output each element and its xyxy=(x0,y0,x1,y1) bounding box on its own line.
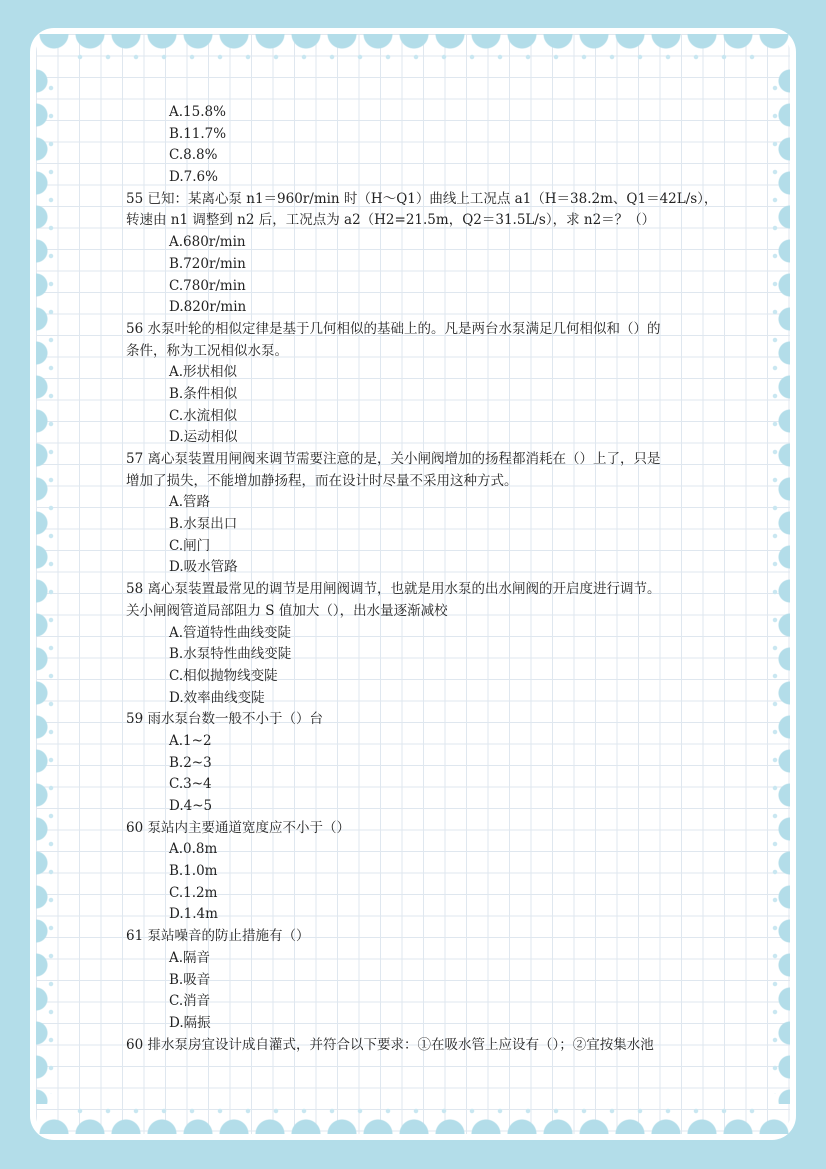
answer-option: A.形状相似 xyxy=(169,364,238,381)
answer-option: A.0.8m xyxy=(169,841,218,858)
answer-option: B.水泵出口 xyxy=(169,516,238,533)
answer-option: D.吸水管路 xyxy=(169,559,238,576)
answer-option: C.3~4 xyxy=(169,776,212,793)
question-line: 57 离心泵装置用闸阀来调节需要注意的是，关小闸阀增加的扬程都消耗在（）上了，只是 xyxy=(126,451,661,467)
answer-option: C.1.2m xyxy=(169,884,218,901)
question-line: 增加了损失，不能增加静扬程，而在设计时尽量不采用这种方式。 xyxy=(126,472,518,489)
answer-option: B.条件相似 xyxy=(169,385,238,402)
answer-option: D.7.6% xyxy=(169,169,218,186)
answer-option: A.隔音 xyxy=(169,949,211,966)
answer-option: D.4~5 xyxy=(169,798,213,814)
answer-option: A.管道特性曲线变陡 xyxy=(169,624,292,641)
answer-option: D.运动相似 xyxy=(169,429,238,446)
answer-option: B.2~3 xyxy=(169,754,212,771)
answer-option: A.管路 xyxy=(169,494,211,511)
question-line: 转速由 n1 调整到 n2 后，工况点为 a2（H2=21.5m，Q2＝31.5L/s），求 n2＝？（） xyxy=(126,212,656,229)
dot-border-top xyxy=(66,54,760,60)
answer-option: A.680r/min xyxy=(169,234,246,251)
dot-border-left xyxy=(48,74,54,1094)
dot-border-bottom xyxy=(66,1108,760,1114)
question-line: 59 雨水泵台数一般不小于（）台 xyxy=(126,711,323,728)
answer-option: D.820r/min xyxy=(169,299,247,316)
question-line: 61 泵站噪音的防止措施有（） xyxy=(126,928,310,945)
answer-option: D.效率曲线变陡 xyxy=(169,689,265,706)
document-body xyxy=(126,102,718,1056)
question-line: 条件，称为工况相似水泵。 xyxy=(126,342,288,359)
answer-option: C.水流相似 xyxy=(169,407,238,424)
answer-option: B.720r/min xyxy=(169,255,246,272)
answer-option: B.11.7% xyxy=(169,125,227,142)
answer-option: C.相似抛物线变陡 xyxy=(169,667,278,684)
answer-option: C.闸门 xyxy=(169,537,211,554)
dot-border-right xyxy=(772,74,778,1094)
answer-option: A.15.8% xyxy=(169,104,226,120)
answer-option: C.780r/min xyxy=(169,277,246,294)
answer-option: D.隔振 xyxy=(169,1014,211,1031)
answer-option: A.1~2 xyxy=(169,732,212,749)
answer-option: B.1.0m xyxy=(169,863,218,880)
answer-option: C.消音 xyxy=(169,993,211,1010)
answer-option: C.8.8% xyxy=(169,147,218,164)
question-line: 55 已知：某离心泵 n1＝960r/min 时（H～Q1）曲线上工况点 a1（H＝38.2m、Q1＝42L/s）， xyxy=(126,190,718,207)
answer-option: D.1.4m xyxy=(169,906,218,923)
question-line: 关小闸阀管道局部阻力 S 值加大（），出水量逐渐减校 xyxy=(126,602,448,619)
answer-option: B.水泵特性曲线变陡 xyxy=(169,646,292,663)
question-line: 58 离心泵装置最常见的调节是用闸阀调节，也就是用水泵的出水闸阀的开启度进行调节。 xyxy=(126,581,661,598)
question-line: 56 水泵叶轮的相似定律是基于几何相似的基础上的。凡是两台水泵满足几何相似和（）的 xyxy=(126,320,661,337)
question-line: 60 泵站内主要通道宽度应不小于（） xyxy=(126,819,350,836)
question-line: 60 排水泵房宜设计成自灌式，并符合以下要求：①在吸水管上应设有（）；②宜按集水池 xyxy=(126,1036,654,1053)
answer-option: B.吸音 xyxy=(169,971,211,988)
